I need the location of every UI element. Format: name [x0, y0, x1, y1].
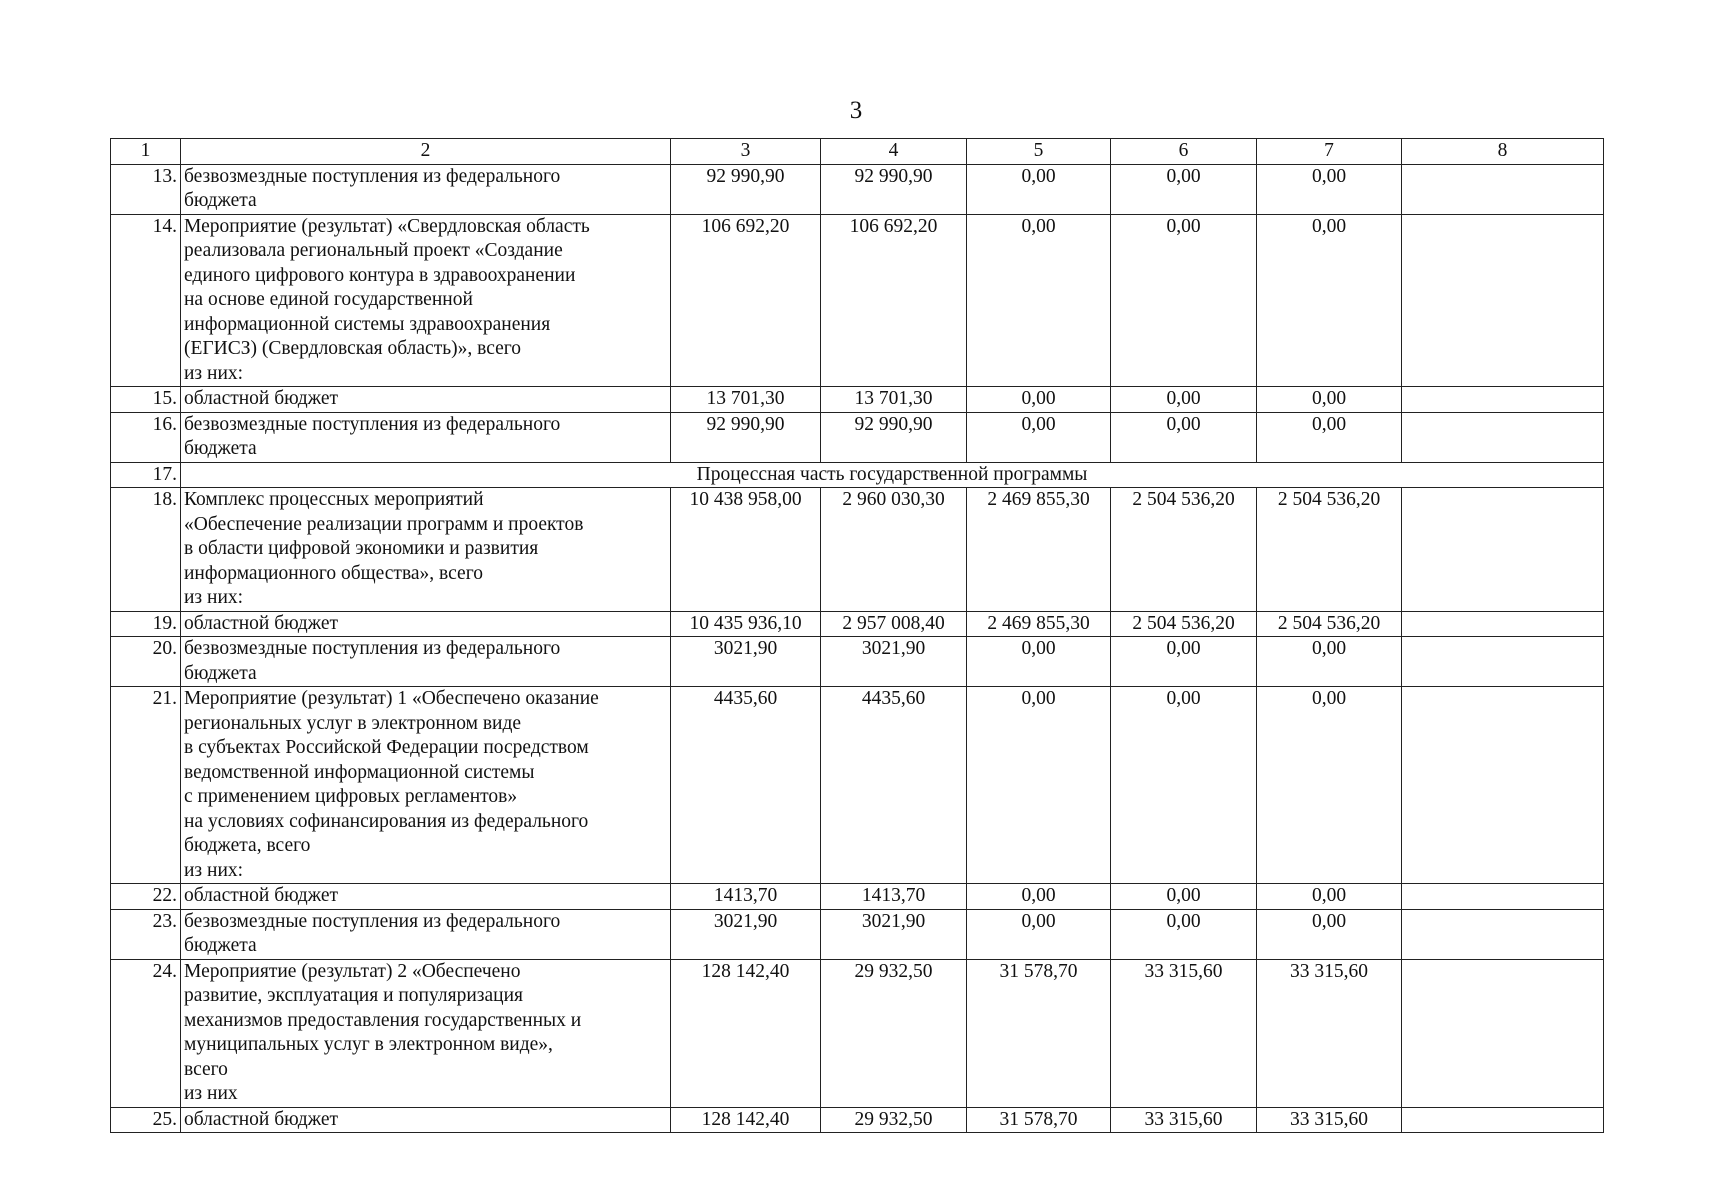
- row-value: 0,00: [1111, 164, 1257, 214]
- row-value: 0,00: [1111, 387, 1257, 413]
- column-header: 7: [1257, 139, 1402, 165]
- table-row: [111, 1107, 1604, 1133]
- row-description: безвозмездные поступления из федерального бюджета: [181, 412, 671, 462]
- row-value: 92 990,90: [821, 412, 967, 462]
- row-value: 0,00: [1111, 214, 1257, 387]
- row-description: Мероприятие (результат) 1 «Обеспечено оказание региональных услуг в электронном виде в субъектах Российской Федерации посредством ведомственной информационной системы с применением цифровых регламентов» на условиях софинансирования из федерального бюджета, всего из них:: [181, 687, 671, 884]
- row-value: 2 469 855,30: [967, 488, 1111, 612]
- row-value: 0,00: [967, 412, 1111, 462]
- row-value: 33 315,60: [1257, 959, 1402, 1107]
- row-value: 29 932,50: [821, 1107, 967, 1133]
- row-value: 0,00: [1257, 214, 1402, 387]
- row-number: 14.: [111, 214, 181, 387]
- row-value: 0,00: [967, 637, 1111, 687]
- row-value: 31 578,70: [967, 1107, 1111, 1133]
- row-note: [1402, 1107, 1604, 1133]
- table-row: [111, 488, 1604, 612]
- row-value: 13 701,30: [671, 387, 821, 413]
- row-description: безвозмездные поступления из федерального бюджета: [181, 637, 671, 687]
- row-note: [1402, 909, 1604, 959]
- row-value: 0,00: [1111, 687, 1257, 884]
- row-value: 92 990,90: [821, 164, 967, 214]
- row-description: областной бюджет: [181, 884, 671, 910]
- row-value: 0,00: [967, 687, 1111, 884]
- row-value: 0,00: [1111, 884, 1257, 910]
- row-number: 15.: [111, 387, 181, 413]
- table-body: [111, 139, 1604, 1133]
- row-value: 2 957 008,40: [821, 611, 967, 637]
- row-value: 31 578,70: [967, 959, 1111, 1107]
- row-value: 0,00: [967, 909, 1111, 959]
- row-value: 3021,90: [821, 909, 967, 959]
- row-value: 33 315,60: [1257, 1107, 1402, 1133]
- row-value: 4435,60: [671, 687, 821, 884]
- row-value: 10 438 958,00: [671, 488, 821, 612]
- row-value: 2 504 536,20: [1257, 488, 1402, 612]
- row-value: 1413,70: [671, 884, 821, 910]
- row-description: Мероприятие (результат) «Свердловская область реализовала региональный проект «Создание единого цифрового контура в здравоохранении на основе единой государственной информационной системы здравоохранения (ЕГИСЗ) (Свердловская область)», всего из них:: [181, 214, 671, 387]
- row-value: 33 315,60: [1111, 1107, 1257, 1133]
- row-note: [1402, 611, 1604, 637]
- table-row: [111, 884, 1604, 910]
- row-value: 2 504 536,20: [1111, 488, 1257, 612]
- row-value: 2 504 536,20: [1111, 611, 1257, 637]
- row-note: [1402, 387, 1604, 413]
- row-value: 106 692,20: [821, 214, 967, 387]
- row-value: 0,00: [1111, 412, 1257, 462]
- row-description: Мероприятие (результат) 2 «Обеспечено развитие, эксплуатация и популяризация механизмов предоставления государственных и муниципальных услуг в электронном виде», всего из них: [181, 959, 671, 1107]
- row-value: 29 932,50: [821, 959, 967, 1107]
- row-number: 24.: [111, 959, 181, 1107]
- row-number: 23.: [111, 909, 181, 959]
- row-value: 0,00: [1257, 387, 1402, 413]
- row-note: [1402, 412, 1604, 462]
- column-header: 2: [181, 139, 671, 165]
- row-value: 2 469 855,30: [967, 611, 1111, 637]
- budget-table: [110, 138, 1604, 1133]
- row-value: 10 435 936,10: [671, 611, 821, 637]
- section-title: Процессная часть государственной программы: [181, 462, 1604, 488]
- column-header: 6: [1111, 139, 1257, 165]
- row-description: областной бюджет: [181, 387, 671, 413]
- row-note: [1402, 687, 1604, 884]
- table-row: [111, 164, 1604, 214]
- table-row: [111, 637, 1604, 687]
- row-value: 0,00: [1257, 909, 1402, 959]
- column-header: 3: [671, 139, 821, 165]
- table-header-row: [111, 139, 1604, 165]
- row-number: 20.: [111, 637, 181, 687]
- row-description: безвозмездные поступления из федерального бюджета: [181, 164, 671, 214]
- row-number: 17.: [111, 462, 181, 488]
- row-value: 0,00: [967, 884, 1111, 910]
- row-value: 0,00: [1257, 412, 1402, 462]
- row-description: Комплекс процессных мероприятий «Обеспечение реализации программ и проектов в области цифровой экономики и развития информационного общества», всего из них:: [181, 488, 671, 612]
- row-value: 2 960 030,30: [821, 488, 967, 612]
- row-number: 25.: [111, 1107, 181, 1133]
- table-row: [111, 412, 1604, 462]
- row-description: областной бюджет: [181, 1107, 671, 1133]
- row-number: 13.: [111, 164, 181, 214]
- row-value: 0,00: [967, 387, 1111, 413]
- row-value: 0,00: [967, 214, 1111, 387]
- table-row: [111, 687, 1604, 884]
- row-value: 3021,90: [671, 909, 821, 959]
- row-value: 106 692,20: [671, 214, 821, 387]
- row-value: 0,00: [1111, 909, 1257, 959]
- row-value: 33 315,60: [1111, 959, 1257, 1107]
- row-number: 18.: [111, 488, 181, 612]
- row-note: [1402, 959, 1604, 1107]
- row-value: 92 990,90: [671, 164, 821, 214]
- table-row: [111, 214, 1604, 387]
- row-value: 0,00: [1257, 884, 1402, 910]
- row-value: 2 504 536,20: [1257, 611, 1402, 637]
- column-header: 8: [1402, 139, 1604, 165]
- row-number: 16.: [111, 412, 181, 462]
- table-row: [111, 959, 1604, 1107]
- row-value: 128 142,40: [671, 1107, 821, 1133]
- row-number: 21.: [111, 687, 181, 884]
- row-value: 128 142,40: [671, 959, 821, 1107]
- row-value: 0,00: [967, 164, 1111, 214]
- table-row: [111, 387, 1604, 413]
- row-note: [1402, 214, 1604, 387]
- row-number: 22.: [111, 884, 181, 910]
- section-row: [111, 462, 1604, 488]
- table-row: [111, 909, 1604, 959]
- row-description: безвозмездные поступления из федерального бюджета: [181, 909, 671, 959]
- row-value: 3021,90: [821, 637, 967, 687]
- table-row: [111, 611, 1604, 637]
- row-note: [1402, 164, 1604, 214]
- row-value: 13 701,30: [821, 387, 967, 413]
- column-header: 4: [821, 139, 967, 165]
- row-note: [1402, 884, 1604, 910]
- column-header: 5: [967, 139, 1111, 165]
- row-value: 0,00: [1257, 164, 1402, 214]
- row-note: [1402, 637, 1604, 687]
- row-value: 92 990,90: [671, 412, 821, 462]
- row-number: 19.: [111, 611, 181, 637]
- row-note: [1402, 488, 1604, 612]
- row-value: 3021,90: [671, 637, 821, 687]
- column-header: 1: [111, 139, 181, 165]
- row-value: 0,00: [1111, 637, 1257, 687]
- row-value: 0,00: [1257, 637, 1402, 687]
- row-value: 1413,70: [821, 884, 967, 910]
- row-value: 0,00: [1257, 687, 1402, 884]
- row-value: 4435,60: [821, 687, 967, 884]
- page-number: 3: [849, 97, 863, 124]
- row-description: областной бюджет: [181, 611, 671, 637]
